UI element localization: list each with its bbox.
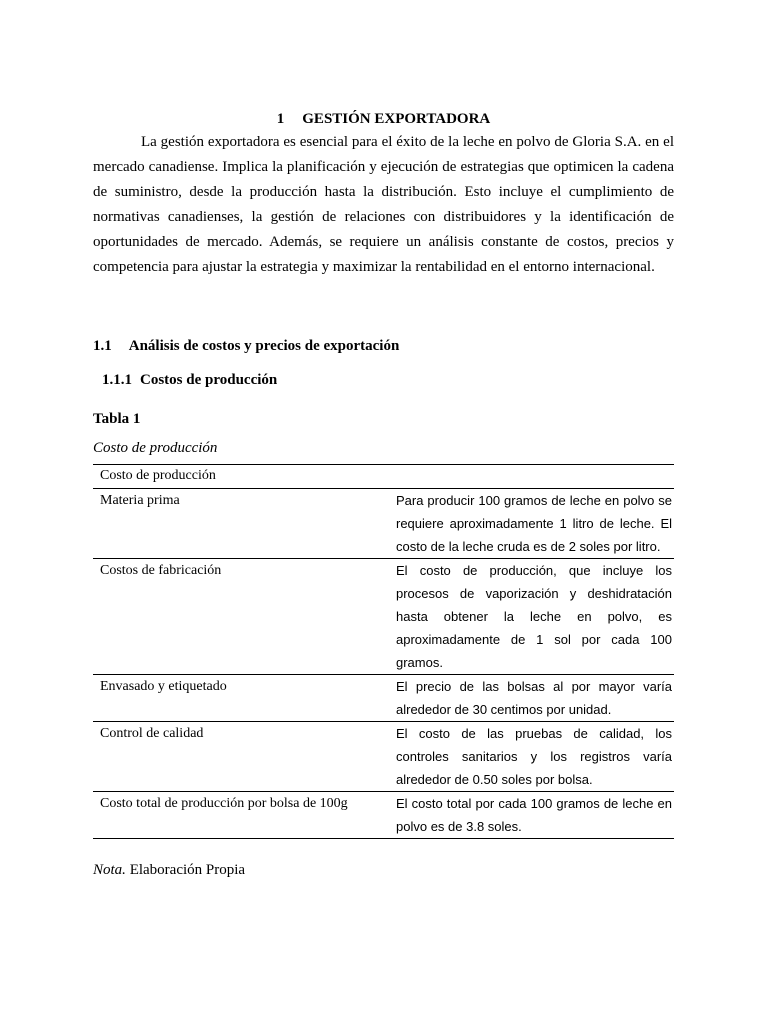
- subsubsection-heading: [102, 369, 277, 391]
- section-number: 1: [276, 111, 285, 127]
- table-row: [93, 675, 674, 722]
- table-row: [93, 792, 674, 839]
- cost-table: [93, 464, 674, 839]
- table-note: [93, 859, 245, 881]
- table-header-row: [93, 465, 674, 489]
- row-description: El precio de las bolsas al por mayor varía alrededor de 30 centimos por unidad.: [396, 679, 672, 717]
- table-row: [93, 489, 674, 559]
- table-header-cell: Costo de producción: [100, 468, 216, 483]
- section-title: GESTIÓN EXPORTADORA: [302, 111, 491, 127]
- section-heading: [93, 108, 674, 130]
- table-row: [93, 722, 674, 792]
- row-item: Envasado y etiquetado: [100, 679, 227, 694]
- row-item: Control de calidad: [100, 726, 204, 741]
- section-paragraph: La gestión exportadora es esencial para el éxito de la leche en polvo de Gloria S.A. en el mercado canadiense. Implica la planificación y ejecución de estrategias que optimicen la cadena de suministro, desde la producción hasta la distribución. Esto incluye el cumplimiento de normativas canadienses, la gestión de relaciones con distribuidores y la identificación de oportunidades de mercado. Además, se requiere un análisis constante de costos, precios y competencia para ajustar la estrategia y maximizar la rentabilidad en el entorno internacional.: [93, 134, 674, 275]
- table-note-text: Elaboración Propia: [129, 862, 246, 878]
- row-description: El costo de producción, que incluye los procesos de vaporización y deshidratación hasta obtener la leche en polvo, es aproximadamente de 1 sol por cada 100 gramos.: [396, 563, 672, 670]
- row-item: Costos de fabricación: [100, 563, 222, 578]
- row-description: El costo de las pruebas de calidad, los controles sanitarios y los registros varía alrededor de 0.50 soles por bolsa.: [396, 726, 672, 787]
- row-item: Costo total de producción por bolsa de 100g: [100, 796, 348, 811]
- subsection-heading: [93, 335, 399, 357]
- row-description: El costo total por cada 100 gramos de leche en polvo es de 3.8 soles.: [396, 796, 672, 834]
- document-page: [93, 108, 674, 878]
- subsection-number: 1.1: [93, 338, 112, 354]
- table-row: [93, 559, 674, 675]
- subsection-title: Análisis de costos y precios de exportación: [128, 338, 400, 354]
- subsubsection-number: 1.1.1: [102, 372, 132, 388]
- table-label: Tabla 1: [93, 411, 141, 427]
- table-caption: Costo de producción: [93, 440, 218, 456]
- subsubsection-title: Costos de producción: [140, 372, 278, 388]
- row-item: Materia prima: [100, 493, 180, 508]
- row-description: Para producir 100 gramos de leche en polvo se requiere aproximadamente 1 litro de leche. El costo de la leche cruda es de 2 soles por litro.: [396, 493, 672, 554]
- table-note-label: Nota.: [93, 862, 126, 878]
